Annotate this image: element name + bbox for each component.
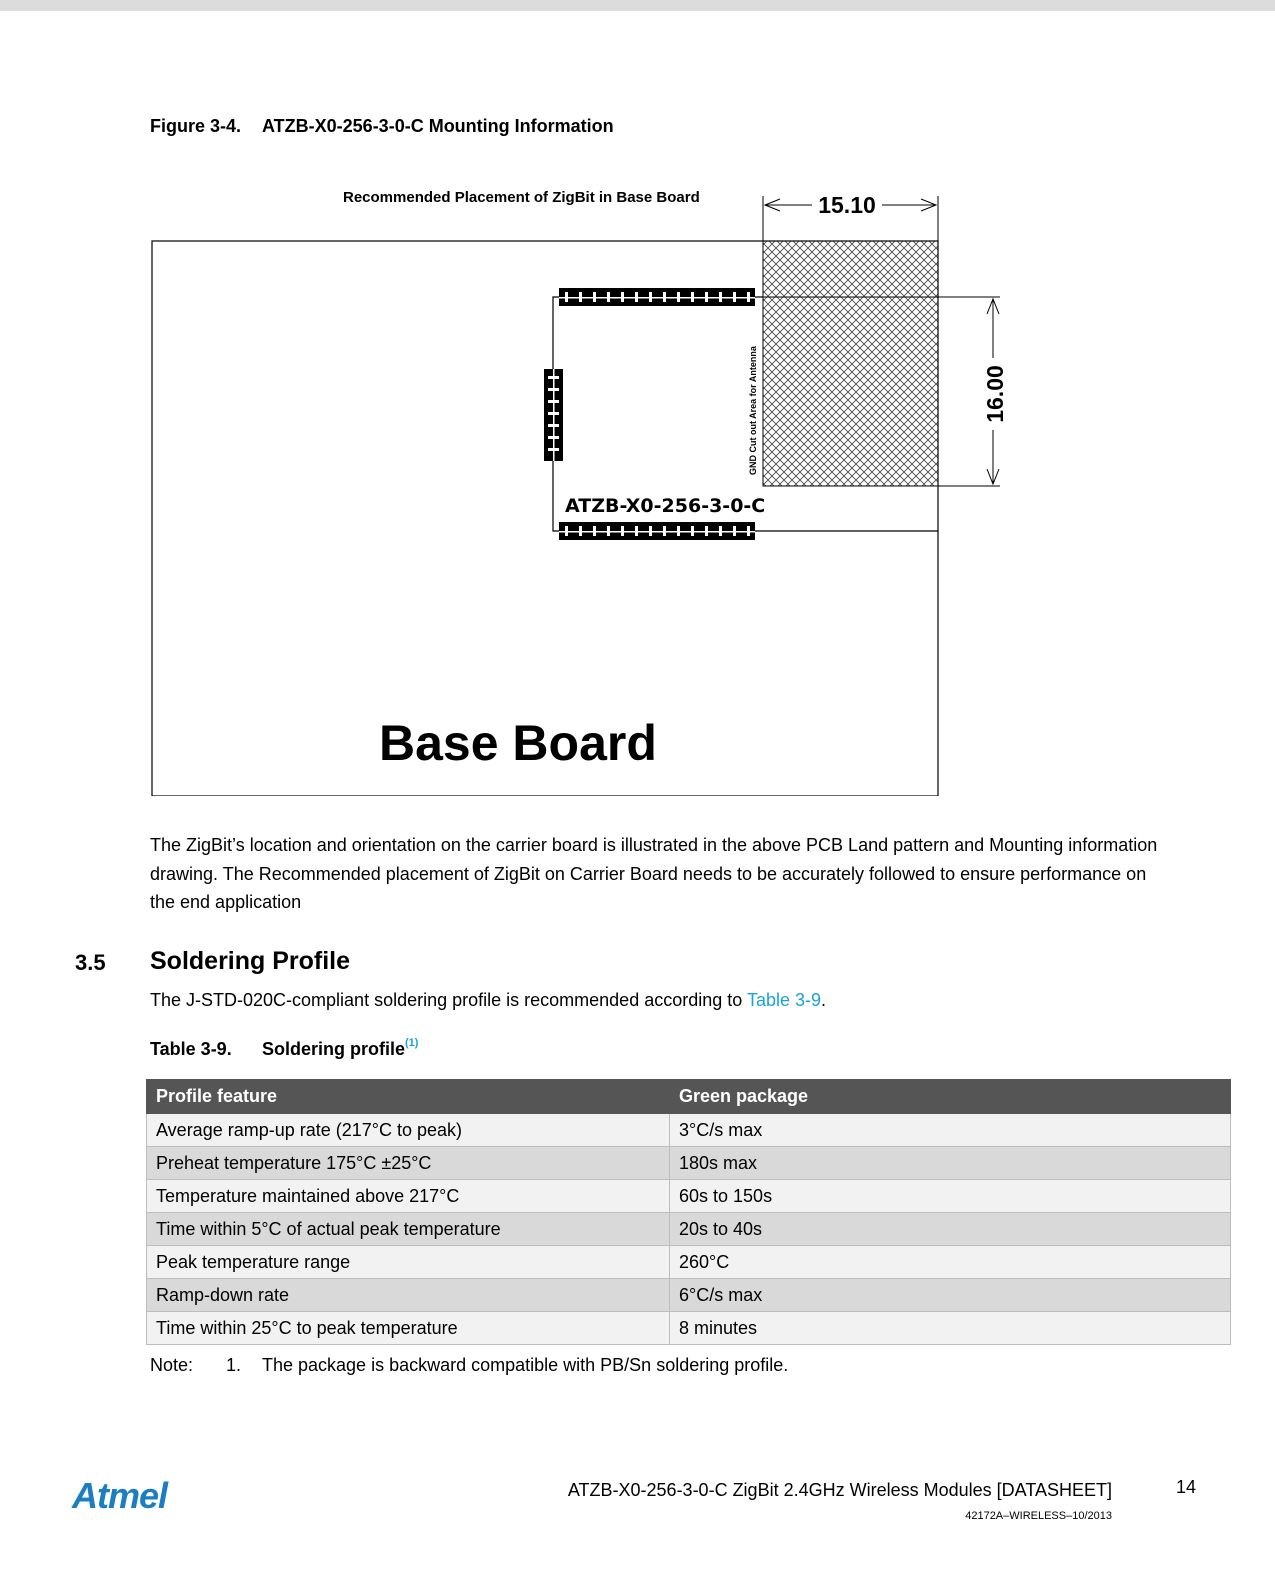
note-label: Note: — [150, 1355, 194, 1375]
module-label: ATZB-X0-256-3-0-C — [565, 495, 766, 517]
cell-value: 60s to 150s — [670, 1180, 1231, 1213]
gnd-cutout-area — [763, 241, 938, 486]
top-bar — [0, 0, 1275, 11]
table-row — [147, 1114, 1231, 1147]
table-row — [147, 1147, 1231, 1180]
section-intro-text: The J-STD-020C-compliant soldering profile is recommended according to — [150, 990, 747, 1010]
height-value: 16.00 — [982, 365, 1008, 423]
table-row — [147, 1180, 1231, 1213]
cell-value: 20s to 40s — [670, 1213, 1231, 1246]
table-header-row — [147, 1080, 1231, 1114]
cutout-label: GND Cut out Area for Antenna — [748, 346, 758, 475]
atmel-logo — [70, 1478, 200, 1514]
footnote-ref[interactable]: (1) — [405, 1037, 419, 1049]
figure-caption — [150, 116, 614, 137]
base-board-label: Base Board — [379, 715, 657, 771]
note-text: The package is backward compatible with PB/Sn soldering profile. — [262, 1355, 789, 1375]
cell-feature: Ramp-down rate — [147, 1279, 670, 1312]
cell-feature: Peak temperature range — [147, 1246, 670, 1279]
table-title: Soldering profile — [262, 1039, 406, 1059]
cell-feature: Preheat temperature 175°C ±25°C — [147, 1147, 670, 1180]
cell-feature: Average ramp-up rate (217°C to peak) — [147, 1114, 670, 1147]
table-row — [147, 1213, 1231, 1246]
cell-value: 8 minutes — [670, 1312, 1231, 1345]
header-profile-feature: Profile feature — [147, 1080, 670, 1114]
soldering-profile-table — [146, 1079, 1231, 1345]
mounting-drawing — [130, 176, 1030, 796]
cell-feature: Time within 25°C to peak temperature — [147, 1312, 670, 1345]
section-title: Soldering Profile — [150, 947, 351, 975]
cell-value: 260°C — [670, 1246, 1231, 1279]
cell-value: 6°C/s max — [670, 1279, 1231, 1312]
description-paragraph: The ZigBit’s location and orientation on the carrier board is illustrated in the above PCB Land pattern and Mounting information drawing. The Recommended placement of ZigBit on Carrier Board needs to be accurately followed to ensure performance on the end application — [150, 835, 1158, 912]
width-value: 15.10 — [818, 192, 876, 218]
table-row — [147, 1279, 1231, 1312]
table-number: Table 3-9. — [150, 1039, 232, 1059]
cell-value: 180s max — [670, 1147, 1231, 1180]
drawing-title: Recommended Placement of ZigBit in Base Board — [343, 189, 700, 206]
section-number: 3.5 — [75, 950, 106, 975]
cell-feature: Temperature maintained above 217°C — [147, 1180, 670, 1213]
figure-number: Figure 3-4. — [150, 116, 242, 136]
page-number: 14 — [1176, 1477, 1197, 1497]
figure-title: ATZB-X0-256-3-0-C Mounting Information — [262, 116, 614, 136]
header-green-package: Green package — [670, 1080, 1231, 1114]
section-intro — [150, 990, 826, 1011]
logo-text: Atmel — [72, 1478, 168, 1514]
table-row — [147, 1246, 1231, 1279]
table-link[interactable]: Table 3-9 — [746, 990, 821, 1010]
section-intro-end: . — [821, 990, 827, 1010]
table-note — [150, 1355, 788, 1376]
note-index: 1. — [226, 1355, 242, 1375]
table-caption — [150, 1037, 418, 1060]
cell-value: 3°C/s max — [670, 1114, 1231, 1147]
table-row — [147, 1312, 1231, 1345]
footer-doc-title: ATZB-X0-256-3-0-C ZigBit 2.4GHz Wireless Modules [DATASHEET] — [567, 1480, 1112, 1500]
cell-feature: Time within 5°C of actual peak temperature — [147, 1213, 670, 1246]
footer-doc-code: 42172A–WIRELESS–10/2013 — [965, 1510, 1112, 1522]
